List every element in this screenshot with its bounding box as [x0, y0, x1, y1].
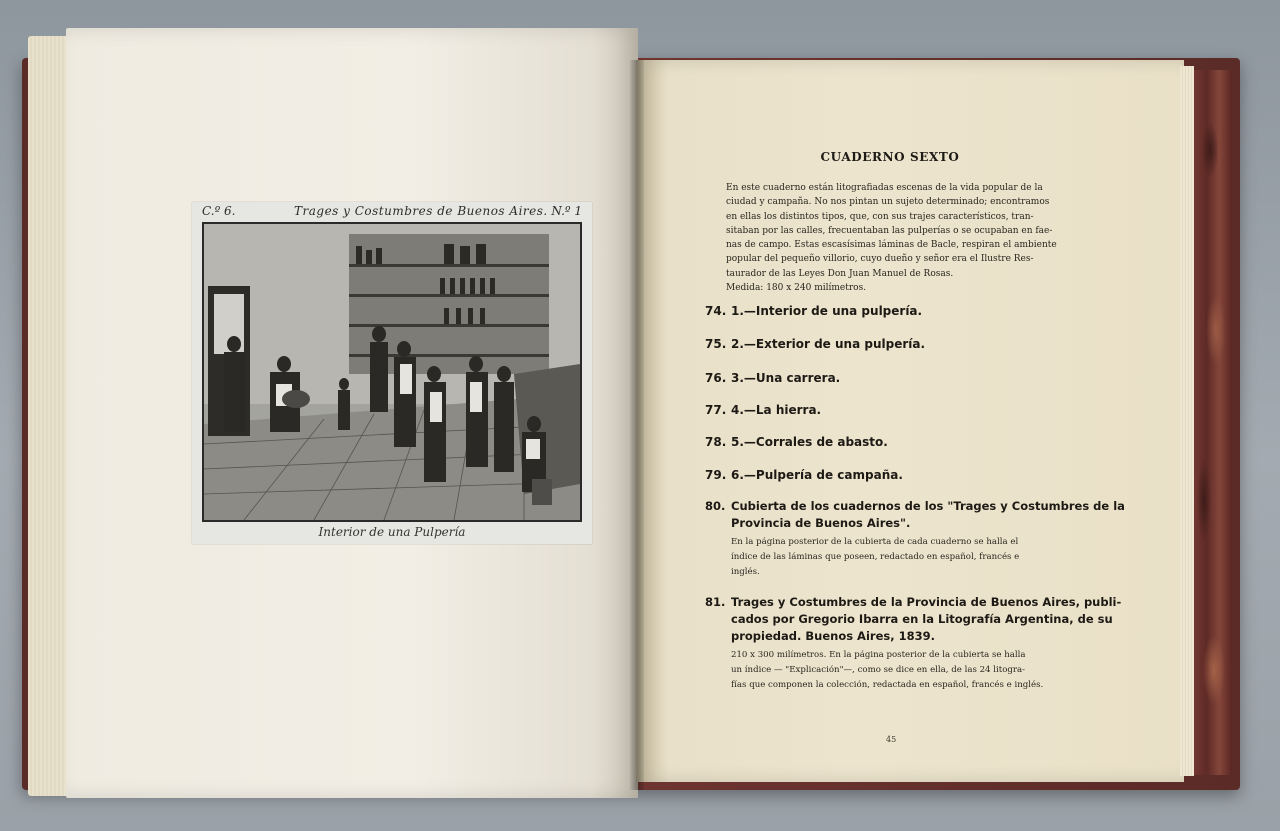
plate-number-right: N.º 1 — [551, 204, 582, 218]
plate-number-left: C.º 6. — [202, 204, 236, 218]
item-text: 2.—Exterior de una pulpería. — [731, 337, 926, 351]
item-text: 5.—Corrales de abasto. — [731, 435, 888, 449]
list-item — [705, 468, 903, 482]
marbled-endpaper — [1190, 70, 1232, 775]
entry-title-line: Trages y Costumbres de la Provincia de Buenos Aires, publi- — [731, 595, 1122, 609]
entry-title — [705, 594, 1122, 645]
intro-line: nas de campo. Estas escasísimas láminas de Bacle, respiran el ambiente — [726, 240, 1057, 251]
section-heading: CUADERNO SEXTO — [820, 150, 960, 164]
entry-number: 81. — [705, 595, 726, 609]
item-text: 4.—La hierra. — [731, 403, 822, 417]
catalog-entry-80 — [705, 498, 1125, 580]
entry-number: 80. — [705, 499, 726, 513]
entry-body — [705, 648, 1095, 693]
item-text: 1.—Interior de una pulpería. — [731, 304, 923, 318]
book-gutter — [630, 60, 644, 790]
item-number: 75. — [705, 337, 727, 351]
item-text: 6.—Pulpería de campaña. — [731, 468, 903, 482]
item-number: 78. — [705, 435, 727, 449]
intro-line: sitaban por las calles, frecuentaban las pulperías o se ocupaban en fae- — [726, 225, 1053, 236]
lithograph-plate — [192, 202, 592, 544]
entry-title-line: cados por Gregorio Ibarra en la Litografía Argentina, de su — [731, 612, 1113, 626]
item-text: 3.—Una carrera. — [731, 371, 841, 385]
plate-title: Trages y Costumbres de Buenos Aires. — [294, 204, 548, 218]
intro-line: En este cuaderno están litografiadas escenas de la vida popular de la — [726, 183, 1043, 193]
catalog-entry-81 — [705, 594, 1122, 693]
entry-body-line: En la página posterior de la cubierta de cada cuaderno se halla el — [731, 537, 1019, 547]
entry-title-line: Cubierta de los cuadernos de los "Trages y Costumbres de la — [731, 499, 1125, 513]
entry-body-line: 210 x 300 milímetros. En la página posterior de la cubierta se halla — [731, 650, 1026, 660]
entry-body-line: fías que componen la colección, redactada en español, francés e inglés. — [731, 680, 1044, 690]
entry-title-line: Provincia de Buenos Aires". — [731, 516, 911, 530]
plate-header — [202, 204, 582, 222]
item-number: 77. — [705, 403, 727, 417]
entry-body-line: un índice — "Explicación"—, como se dice en ella, de las 24 litogra- — [731, 665, 1026, 675]
pulperia-scene-drawing — [204, 224, 580, 520]
list-item — [705, 337, 925, 351]
list-item — [705, 371, 840, 385]
intro-line: taurador de las Leyes Don Juan Manuel de Rosas. — [726, 268, 954, 279]
list-item — [705, 304, 922, 318]
entry-title — [705, 498, 1125, 532]
item-number: 74. — [705, 304, 727, 318]
pulperia-scene-illustration — [202, 222, 582, 522]
entry-body-line: inglés. — [731, 567, 760, 577]
intro-line: popular del pequeño villorio, cuyo dueño y señor era el Ilustre Res- — [726, 254, 1034, 265]
intro-line: ciudad y campaña. No nos pintan un sujeto determinado; encontramos — [726, 197, 1050, 208]
right-page-edges — [1180, 66, 1194, 776]
entry-body-line: índice de las láminas que poseen, redactado en español, francés e — [731, 552, 1020, 562]
entry-body — [705, 535, 1095, 580]
intro-paragraph — [726, 181, 1084, 295]
list-item — [705, 403, 821, 417]
list-item — [705, 435, 888, 449]
plate-caption: Interior de una Pulpería — [318, 525, 466, 539]
page-number: 45 — [886, 735, 897, 744]
entry-title-line: propiedad. Buenos Aires, 1839. — [731, 629, 935, 643]
item-number: 79. — [705, 468, 727, 482]
intro-line: Medida: 180 x 240 milímetros. — [726, 283, 867, 294]
item-number: 76. — [705, 371, 727, 385]
intro-line: en ellas los distintos tipos, que, con sus trajes característicos, tran- — [726, 211, 1034, 222]
